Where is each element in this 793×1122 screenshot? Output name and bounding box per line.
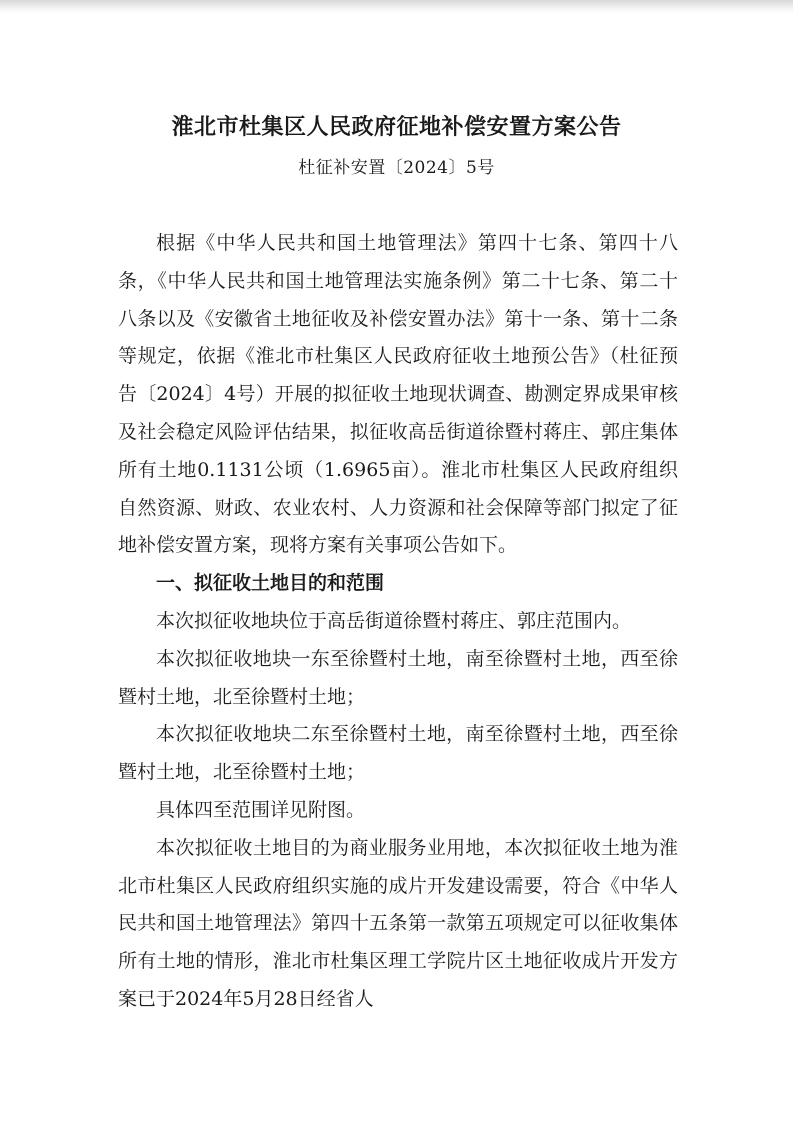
section-paragraph: 本次拟征收地块一东至徐暨村土地，南至徐暨村土地，西至徐暨村土地，北至徐暨村土地； xyxy=(118,647,678,708)
section-paragraph: 本次拟征收土地目的为商业服务业用地，本次拟征收土地为淮北市杜集区人民政府组织实施的成片开发建设需要，符合《中华人民共和国土地管理法》第四十五条第一款第五项规定可以征收集体所有土地的情形，淮北市杜集区理工学院片区土地征收成片开发方案已于2024年5月28日经省人 xyxy=(118,836,678,1010)
section-paragraph: 具体四至范围详见附图。 xyxy=(156,798,366,821)
section-paragraph: 本次拟征收地块二东至徐暨村土地，南至徐暨村土地，西至徐暨村土地，北至徐暨村土地； xyxy=(118,723,678,784)
document-number: 杜征补安置〔2024〕5号 xyxy=(298,158,495,178)
document-title: 淮北市杜集区人民政府征地补偿安置方案公告 xyxy=(171,115,622,140)
document-body xyxy=(118,225,678,1019)
section-heading: 一、拟征收土地目的和范围 xyxy=(156,572,385,595)
scan-top-edge xyxy=(0,0,793,14)
intro-paragraph: 根据《中华人民共和国土地管理法》第四十七条、第四十八条，《中华人民共和国土地管理法实施条例》第二十七条、第二十八条以及《安徽省土地征收及补偿安置办法》第十一条、第十二条等规定，依据《淮北市杜集区人民政府征收土地预公告》（杜征预告〔2024〕4号）开展的拟征收土地现状调查、勘测定界成果审核及社会稳定风险评估结果，拟征收高岳街道徐暨村蒋庄、郭庄集体所有土地0.1131公顷（1.6965亩）。淮北市杜集区人民政府组织自然资源、财政、农业农村、人力资源和社会保障等部门拟定了征地补偿安置方案，现将方案有关事项公告如下。 xyxy=(118,232,678,557)
section-paragraph: 本次拟征收地块位于高岳街道徐暨村蒋庄、郭庄范围内。 xyxy=(156,609,632,632)
